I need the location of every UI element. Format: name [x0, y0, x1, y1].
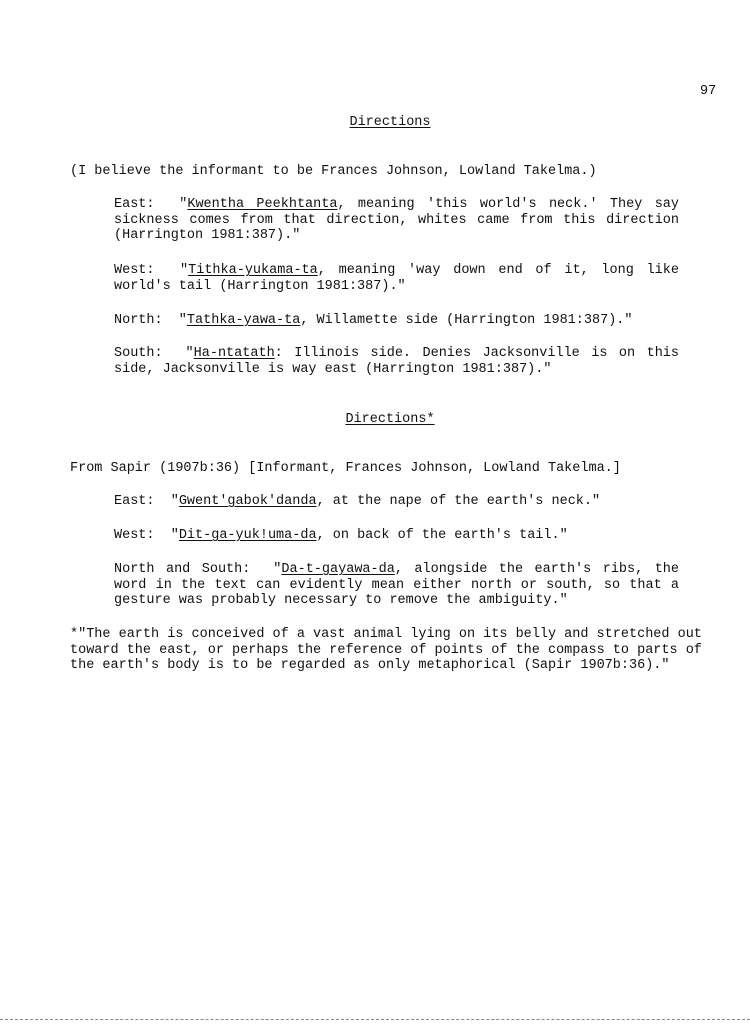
entry-term: Gwent'gabok'danda [178, 494, 317, 509]
footnote-line: toward the east, or perhaps the reference of points of the compass to parts of [70, 642, 702, 658]
entry-text: , alongside the earth's ribs, the word in the text can evidently mean either north or south, so that a gesture was probably necessary to remove the ambiguity." [114, 562, 680, 608]
page-number: 97 [700, 84, 717, 99]
footnote [70, 627, 715, 674]
entry-label: West: [114, 528, 155, 543]
entry-term: Dit-ga-yuk!uma-da [178, 528, 317, 543]
entry-term: Tithka-yukama-ta [188, 263, 318, 278]
entry-north-south-sapir: North and South: "Da-t-gayawa-da, alongside the earth's ribs, the word in the text can evidently mean either north or south, so that a gesture was probably necessary to remove the ambiguity." [114, 562, 680, 608]
entry-text: , meaning 'this world's neck.' They say sickness comes from that direction, whites came from this direction (Harrington 1981:387)." [114, 197, 679, 243]
footnote-line: the earth's body is to be regarded as only metaphorical (Sapir 1907b:36)." [70, 658, 670, 673]
entry-label: East: [114, 494, 155, 509]
entry-east-sapir: East: "Gwent'gabok'danda, at the nape of the earth's neck." [114, 494, 601, 509]
entry-south: South: "Ha-ntatath: Illinois side. Denies Jacksonville is on this side, Jacksonville is way east (Harrington 1981:387)." [114, 346, 679, 377]
entry-west: West: "Tithka-yukama-ta, meaning 'way down end of it, long like world's tail (Harrington 1981:387)." [114, 263, 679, 294]
section-1-heading: Directions [349, 115, 431, 130]
entry-north: North: "Tathka-yawa-ta, Willamette side (Harrington 1981:387)." [114, 313, 633, 328]
entry-label: North and South: [114, 562, 251, 577]
entry-text: , meaning 'way down end of it, long like world's tail (Harrington 1981:387)." [114, 263, 679, 294]
entry-term: Kwentha Peekhtanta [187, 197, 338, 212]
entry-text: : Illinois side. Denies Jacksonville is on this side, Jacksonville is way east (Harrington 1981:387)." [114, 346, 679, 377]
entry-west-sapir: West: "Dit-ga-yuk!uma-da, on back of the earth's tail." [114, 528, 568, 543]
section-2-heading: Directions* [345, 412, 435, 427]
entry-term: Da-t-gayawa-da [281, 562, 395, 577]
entry-label: East: [114, 197, 155, 212]
entry-label: West: [114, 263, 155, 278]
entry-text: , Willamette side (Harrington 1981:387)." [300, 313, 633, 328]
footnote-line: *"The earth is conceived of a vast animal lying on its belly and stretched out [70, 627, 702, 642]
entry-east: East: "Kwentha Peekhtanta, meaning 'this world's neck.' They say sickness comes from that direction, whites came from this direction (Harrington 1981:387)." [114, 197, 679, 243]
entry-label: South: [114, 346, 163, 361]
section-2-source: From Sapir (1907b:36) [Informant, Frances Johnson, Lowland Takelma.] [70, 461, 621, 476]
entry-text: , on back of the earth's tail." [316, 528, 568, 543]
entry-term: Ha-ntatath [193, 346, 275, 361]
bottom-rule [0, 1019, 750, 1020]
entry-label: North: [114, 313, 163, 328]
section-1-intro: (I believe the informant to be Frances Johnson, Lowland Takelma.) [70, 164, 597, 179]
entry-term: Tathka-yawa-ta [186, 313, 301, 328]
entry-text: , at the nape of the earth's neck." [316, 494, 601, 509]
